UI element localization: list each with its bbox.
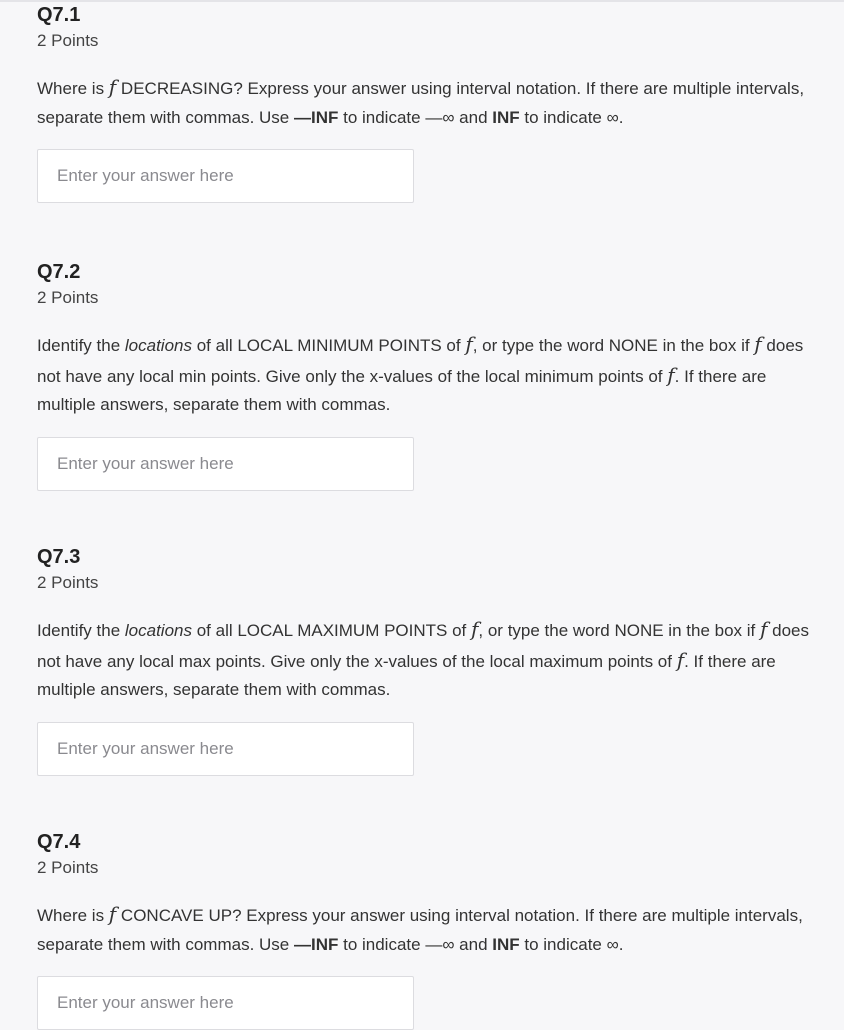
prompt-text: . — [618, 934, 624, 954]
question-7-2 — [37, 260, 827, 491]
question-7-3 — [37, 545, 827, 776]
function-symbol: f — [465, 332, 473, 356]
function-symbol: f — [759, 617, 768, 641]
question-title: Q7.1 — [37, 4, 81, 26]
prompt-text: , or type the word NONE in the box if — [478, 621, 760, 640]
question-points: 2 Points — [37, 573, 99, 592]
question-prompt — [37, 900, 827, 959]
neg-infinity-symbol: —∞ — [425, 107, 455, 127]
function-symbol: f — [108, 902, 117, 926]
prompt-text: . If there are multiple answers, separate them with commas. — [37, 366, 767, 414]
prompt-text: . If there are multiple answers, separate them with commas. — [37, 651, 776, 699]
question-title: Q7.4 — [37, 831, 81, 853]
inf-keyword: INF — [492, 107, 520, 127]
prompt-text: to indicate — [519, 107, 607, 127]
neg-inf-keyword: —INF — [293, 934, 339, 954]
answer-input[interactable] — [37, 976, 414, 1030]
question-points: 2 Points — [37, 288, 99, 307]
prompt-text: to indicate — [519, 934, 607, 954]
prompt-text: CONCAVE UP? Express your answer using interval notation. If there are multiple intervals, separate them with commas. Use — [37, 906, 803, 954]
question-prompt — [37, 330, 827, 420]
prompt-text: to indicate — [338, 107, 426, 127]
prompt-text: . — [618, 107, 624, 127]
emphasis-text: locations — [124, 336, 192, 355]
prompt-text: of all LOCAL MINIMUM POINTS of — [192, 336, 466, 355]
prompt-text: Where is — [37, 906, 109, 925]
prompt-text: and — [454, 107, 493, 127]
question-title: Q7.3 — [37, 546, 81, 568]
prompt-text: DECREASING? Express your answer using interval notation. If there are multiple intervals, separate them with commas. Use — [37, 79, 805, 127]
emphasis-text: locations — [124, 621, 192, 640]
answer-input[interactable] — [37, 149, 414, 203]
prompt-text: of all LOCAL MAXIMUM POINTS of — [192, 621, 471, 640]
answer-input[interactable] — [37, 722, 414, 776]
function-symbol: f — [471, 617, 479, 641]
function-symbol: f — [754, 332, 762, 356]
prompt-text: does not have any local min points. Give only the x-values of the local minimum points of — [37, 336, 804, 386]
question-prompt — [37, 73, 827, 132]
prompt-text: Identify the — [37, 621, 125, 640]
top-divider — [0, 0, 844, 2]
question-title: Q7.2 — [37, 261, 81, 283]
neg-inf-keyword: —INF — [293, 107, 339, 127]
inf-keyword: INF — [492, 934, 520, 954]
prompt-text: to indicate — [338, 934, 426, 954]
answer-input[interactable] — [37, 437, 414, 491]
question-points: 2 Points — [37, 858, 99, 877]
question-7-4 — [37, 830, 827, 1030]
infinity-symbol: ∞ — [606, 934, 619, 954]
prompt-text: does not have any local max points. Give only the x-values of the local maximum points of — [37, 621, 809, 671]
prompt-text: , or type the word NONE in the box if — [472, 336, 755, 355]
neg-infinity-symbol: —∞ — [425, 934, 455, 954]
question-points: 2 Points — [37, 31, 99, 50]
prompt-text: Where is — [37, 79, 109, 98]
prompt-text: and — [454, 934, 493, 954]
function-symbol: f — [667, 362, 675, 387]
question-prompt — [37, 615, 827, 705]
infinity-symbol: ∞ — [606, 107, 619, 127]
prompt-text: Identify the — [37, 336, 125, 355]
function-symbol: f — [108, 75, 117, 99]
question-7-1 — [37, 3, 827, 203]
function-symbol: f — [676, 647, 685, 672]
